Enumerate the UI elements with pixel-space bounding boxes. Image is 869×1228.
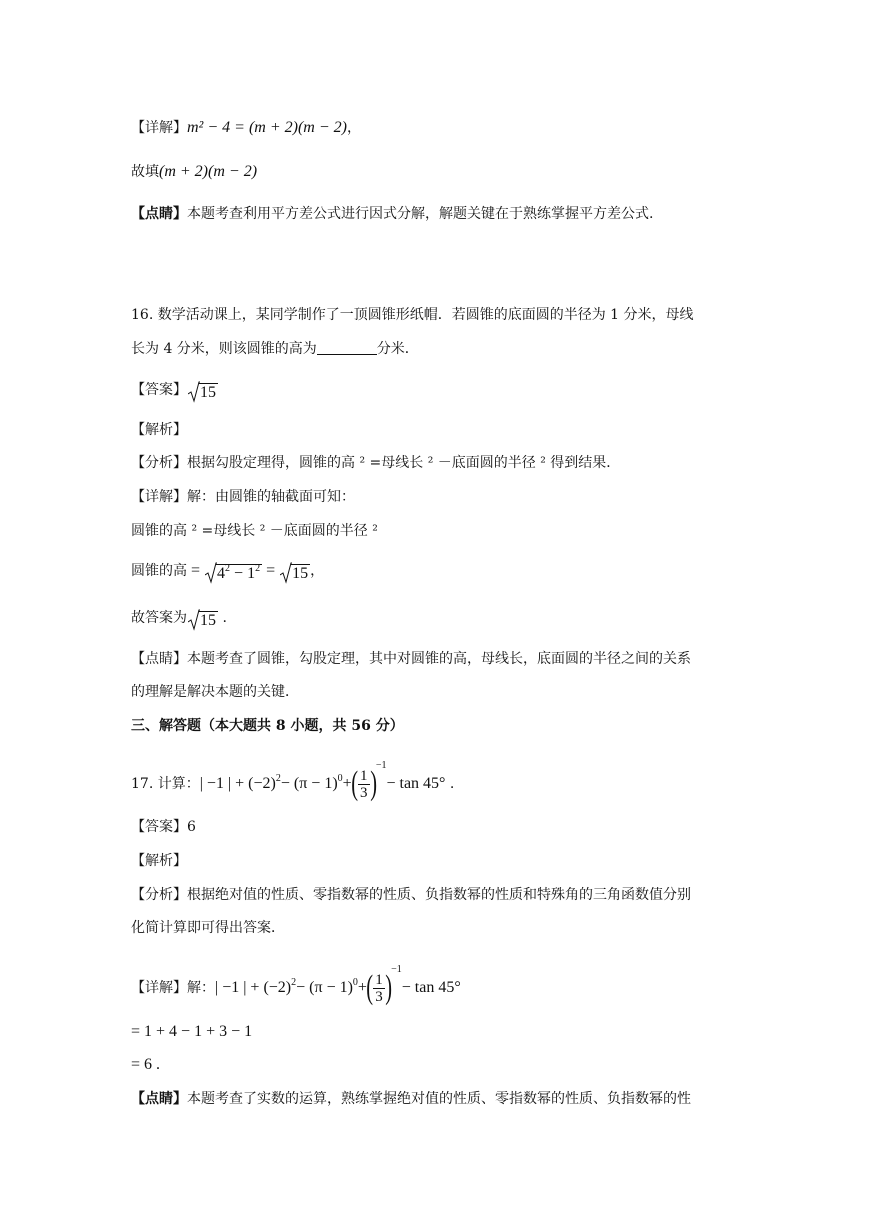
q16-calc-line: 圆锥的高 = $4^2 - 1^2$ = 15 ，: [131, 562, 325, 582]
detail-label: 【详解】: [131, 120, 187, 136]
q17-fenxi-line1: [131, 885, 691, 905]
q17-step2-text: = 6 .: [131, 1056, 161, 1073]
calc-result: 15: [292, 565, 309, 582]
q16-detail-line: [131, 487, 355, 507]
q17-expr-part3: +: [342, 775, 352, 792]
q17-analysis-line: [131, 851, 187, 871]
q17-step2: [131, 1055, 160, 1075]
q16-formula-line: [131, 521, 378, 541]
q17-detail-fraction: $\frac{1}{3}$: [375, 971, 383, 1005]
q17-detail-label: 【详解】: [131, 980, 187, 996]
calc-base-a: 4: [217, 565, 226, 582]
q17-fenxi-text2: 化简计算即可得出答案．: [131, 920, 285, 936]
q17-analysis-label: 【解析】: [131, 853, 187, 869]
q16-calc-prefix: 圆锥的高: [131, 563, 187, 579]
q16-comment-label: 【点睛】: [131, 651, 187, 667]
sqrt-expression: $4^2 - 1^2$: [205, 564, 262, 584]
q16-fenxi-line: [131, 453, 620, 473]
q17-exp3: −1: [375, 760, 387, 771]
q17-step1: [131, 1022, 252, 1042]
q16-fenxi-label: 【分析】: [131, 455, 187, 471]
q16-formula: 圆锥的高 ² =母线长 ² －底面圆的半径 ²: [131, 523, 378, 539]
final-value: 15: [200, 612, 216, 629]
sqrt-final: [188, 611, 218, 631]
q17-detail-prefix: 解：: [187, 980, 215, 996]
comment-label: 【点睛】: [131, 206, 187, 222]
q16-text-line1: 16. 数学活动课上，某同学制作了一顶圆锥形纸帽．若圆锥的底面圆的半径为 1 分米，母线: [131, 307, 694, 323]
fill-line: [131, 162, 257, 182]
q17-fenxi-text1: 根据绝对值的性质、零指数幂的性质、负指数幂的性质和特殊角的三角函数值分别: [187, 887, 691, 903]
q16-answer-line: [131, 380, 218, 403]
sqrt-radicand: 15: [200, 384, 216, 401]
q17-comment-line1: [131, 1089, 691, 1109]
q16-line2: [131, 339, 419, 359]
q16-fenxi-text: 根据勾股定理得，圆锥的高 ² =母线长 ² －底面圆的半径 ² 得到结果．: [187, 455, 621, 471]
q16-comment-line2: [131, 682, 299, 702]
q17-answer-line: [131, 817, 196, 837]
q17-fenxi-line2: [131, 918, 285, 938]
radical-sign-icon: [205, 562, 217, 584]
q17-comment-text1: 本题考查了实数的运算，熟练掌握绝对值的性质、零指数幂的性质、负指数幂的性: [187, 1091, 691, 1107]
q16-detail-label: 【详解】: [131, 489, 187, 505]
q17-question-line: 17. 计算：| −1 | + $(-2)^2- (\pi - 1)^0+$( $\frac{1}{3}$ )$^{-1}$− tan 45° .: [131, 760, 455, 802]
sqrt-15: [188, 383, 218, 403]
radical-sign-icon: [188, 609, 200, 631]
q16-text-line2b: 分米．: [376, 341, 419, 357]
q17-fraction: [358, 768, 370, 801]
q16-analysis-label: 【解析】: [131, 422, 187, 438]
answer-blank: [317, 340, 377, 355]
q17-answer-value: 6: [187, 819, 196, 835]
q17-frac-num: 1: [360, 767, 368, 784]
q17-comment-label: 【点睛】: [131, 1091, 187, 1107]
radical-sign-icon: [280, 562, 292, 584]
q16-detail-text: 解：由圆锥的轴截面可知：: [187, 489, 355, 505]
detail-line: [131, 118, 361, 138]
sqrt-result: [280, 564, 310, 584]
q16-answer-label: 【答案】: [131, 382, 187, 398]
comment-text: 本题考查利用平方差公式进行因式分解，解题关键在于熟练掌握平方差公式.: [187, 206, 654, 222]
q17-fenxi-label: 【分析】: [131, 887, 187, 903]
q17-detail-line: 【详解】解：| −1 | + $(-2)^2- (\pi - 1)^0+$( $\frac{1}{3}$ )$^{-1}$− tan 45°: [131, 964, 461, 1006]
q17-exp1: 2: [275, 773, 281, 784]
radical-sign-icon: [188, 381, 200, 403]
detail-tail: ，: [346, 120, 361, 136]
calc-base-b: 1: [247, 565, 256, 582]
q16-line1: [131, 305, 694, 325]
q16-answer-final-line: 故答案为 15 .: [131, 610, 227, 629]
q16-answer-final-prefix: 故答案为: [131, 610, 187, 626]
q17-exp2: 0: [337, 773, 343, 784]
fill-math: (m + 2)(m − 2): [159, 163, 258, 180]
q16-text-line2a: 长为 4 分米，则该圆锥的高为: [131, 341, 317, 357]
q17-expr-part4: − tan 45°: [386, 775, 446, 792]
section-heading-text: 三、解答题（本大题共 8 小题，共 56 分）: [131, 718, 404, 734]
q16-analysis-line: [131, 420, 187, 440]
q17-prefix: 17. 计算：: [131, 776, 200, 792]
q17-step1-text: = 1 + 4 − 1 + 3 − 1: [131, 1023, 253, 1040]
q16-comment-line1: [131, 649, 691, 669]
q16-comment-text1: 本题考查了圆锥，勾股定理，其中对圆锥的高，母线长，底面圆的半径之间的关系: [187, 651, 691, 667]
detail-math: m² − 4 = (m + 2)(m − 2): [187, 119, 347, 136]
q17-answer-label: 【答案】: [131, 819, 187, 835]
fill-label: 故填: [131, 164, 159, 180]
q17-frac-den: 3: [360, 784, 368, 801]
q17-expr-part1: | −1 | + (−2): [199, 775, 276, 792]
section-heading: [131, 716, 404, 736]
q16-comment-text2: 的理解是解决本题的关键．: [131, 684, 299, 700]
comment-line: [131, 204, 653, 224]
q17-expr-part2: − (π − 1): [280, 775, 338, 792]
